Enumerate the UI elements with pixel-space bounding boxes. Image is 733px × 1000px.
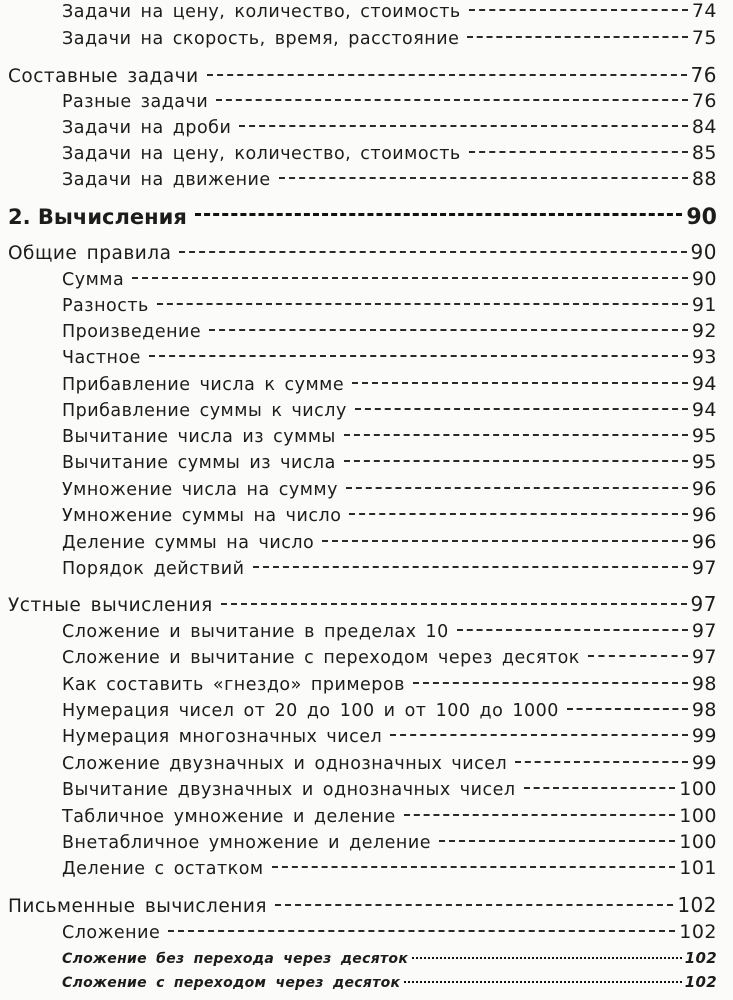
dot-leader	[239, 125, 687, 127]
dot-leader	[168, 930, 675, 932]
toc-entry-page: 97	[691, 620, 717, 642]
toc-entry-page: 94	[691, 399, 717, 421]
toc-entry-title: Нумерация многозначных чисел	[62, 727, 383, 747]
toc-entry	[0, 268, 733, 290]
toc-entry	[0, 425, 733, 447]
dot-leader	[404, 814, 675, 816]
toc-entry-title: Сложение двузначных и однозначных чисел	[62, 754, 508, 774]
toc-entry-title: Сложение без перехода через десяток	[62, 951, 409, 967]
toc-entry-title: Деление с остатком	[62, 859, 264, 879]
toc-entry-page: 100	[679, 805, 717, 827]
toc-entry	[0, 168, 733, 190]
toc-entry-page: 97	[691, 646, 717, 668]
dot-leader	[352, 382, 688, 384]
toc-entry	[0, 142, 733, 164]
toc-entry-page: 93	[691, 346, 717, 368]
toc-entry-page: 102	[679, 921, 717, 943]
toc-entry	[0, 478, 733, 500]
dot-leader	[404, 981, 681, 983]
toc-entry-title: Нумерация чисел от 20 до 100 и от 100 до 1000	[62, 701, 559, 721]
toc-entry	[0, 0, 733, 22]
dot-leader	[275, 904, 673, 906]
dot-leader	[253, 566, 688, 568]
toc-entry-page: 97	[691, 557, 717, 579]
dot-leader	[216, 99, 688, 101]
toc-entry	[0, 778, 733, 800]
toc-entry-page: 102	[677, 893, 717, 917]
toc-entry-title: Разность	[62, 296, 149, 316]
toc-entry-title: Сложение и вычитание с переходом через десяток	[62, 648, 580, 668]
toc-entry-page: 91	[691, 294, 717, 316]
toc-entry-page: 90	[691, 268, 717, 290]
toc-entry-title: Табличное умножение и деление	[62, 807, 396, 827]
toc-entry-page: 100	[679, 831, 717, 853]
toc-entry-title: Порядок действий	[62, 559, 245, 579]
dot-leader	[390, 734, 688, 736]
toc-entry	[0, 27, 733, 49]
toc-entry-title: Вычитание двузначных и однозначных чисел	[62, 780, 516, 800]
toc-entry-page: 99	[691, 725, 717, 747]
toc-entry	[0, 90, 733, 112]
toc-entry	[0, 805, 733, 827]
dot-leader	[467, 36, 687, 38]
toc-entry-title: Вычитание суммы из числа	[62, 453, 336, 473]
dot-leader	[344, 460, 688, 462]
toc-entry-page: 75	[691, 27, 717, 49]
toc-entry	[0, 949, 733, 967]
toc-entry	[0, 592, 733, 616]
toc-entry-title: Вычитание числа из суммы	[62, 427, 336, 447]
toc-entry-page: 98	[691, 673, 717, 695]
toc-entry-title: Частное	[62, 348, 141, 368]
dot-leader	[515, 761, 688, 763]
toc-entry-title: Задачи на цену, количество, стоимость	[62, 144, 461, 164]
dot-leader	[221, 603, 687, 605]
toc-entry-page: 76	[691, 90, 717, 112]
dot-leader	[322, 540, 688, 542]
toc-entry-page: 99	[691, 752, 717, 774]
toc-entry-page: 96	[691, 478, 717, 500]
dot-leader	[412, 957, 682, 959]
dot-leader	[149, 355, 688, 357]
toc-entry	[0, 346, 733, 368]
toc-entry-title: Сумма	[62, 270, 125, 290]
toc-entry	[0, 646, 733, 668]
dot-leader	[349, 513, 687, 515]
toc-entry-page: 102	[684, 949, 717, 967]
dot-leader	[179, 251, 686, 253]
dot-leader	[355, 408, 688, 410]
toc-entry-title: Как составить «гнездо» примеров	[62, 675, 405, 695]
dot-leader	[457, 629, 688, 631]
toc-entry	[0, 373, 733, 395]
toc-entry-page: 84	[691, 116, 717, 138]
toc-entry	[0, 320, 733, 342]
toc-chapter-entry	[0, 205, 733, 230]
toc-entry-title: Задачи на цену, количество, стоимость	[62, 2, 461, 22]
toc-entry-title: Внетабличное умножение и деление	[62, 833, 432, 853]
toc-entry	[0, 63, 733, 87]
toc-entry-page: 74	[691, 0, 717, 22]
toc-entry	[0, 673, 733, 695]
toc-entry	[0, 973, 733, 991]
toc-entry	[0, 893, 733, 917]
dot-leader	[344, 434, 688, 436]
toc-entry-page: 98	[691, 699, 717, 721]
toc-entry	[0, 557, 733, 579]
toc-entry-page: 92	[691, 320, 717, 342]
dot-leader	[469, 151, 688, 153]
toc-entry	[0, 921, 733, 943]
toc-entry-title: Общие правила	[8, 243, 172, 264]
toc-entry-title: Произведение	[62, 322, 202, 342]
toc-entry-page: 95	[691, 451, 717, 473]
toc-entry-page: 97	[690, 592, 717, 616]
dot-leader	[346, 487, 688, 489]
toc-entry	[0, 857, 733, 879]
toc-entry-title: Задачи на скорость, время, расстояние	[62, 29, 460, 49]
dot-leader	[413, 682, 688, 684]
toc-entry-title: 2. Вычисления	[8, 205, 187, 229]
toc-entry-page: 95	[691, 425, 717, 447]
toc-entry-title: Задачи на движение	[62, 170, 271, 190]
toc-entry-page: 94	[691, 373, 717, 395]
toc-entry-page: 100	[679, 778, 717, 800]
toc-entry	[0, 725, 733, 747]
dot-leader	[524, 787, 676, 789]
toc-entry-title: Задачи на дроби	[62, 118, 232, 138]
dot-leader	[132, 277, 688, 279]
toc-entry	[0, 116, 733, 138]
dot-leader	[279, 177, 688, 179]
toc-entry-page: 96	[691, 531, 717, 553]
toc-entry	[0, 699, 733, 721]
toc-entry-title: Умножение суммы на число	[62, 506, 342, 526]
toc-entry-title: Письменные вычисления	[8, 896, 267, 917]
toc-entry-page: 88	[691, 168, 717, 190]
toc-entry-title: Сложение с переходом через десяток	[62, 975, 401, 991]
dot-leader	[588, 655, 688, 657]
toc-entry-page: 76	[690, 63, 717, 87]
dot-leader	[209, 329, 688, 331]
dot-leader	[157, 303, 688, 305]
dot-leader	[439, 840, 675, 842]
toc-entry-title: Прибавление числа к сумме	[62, 375, 345, 395]
toc-entry-title: Разные задачи	[62, 92, 209, 112]
dot-leader	[469, 9, 688, 11]
toc-entry-page: 96	[691, 504, 717, 526]
toc-entry-page: 90	[686, 205, 717, 230]
dot-leader	[207, 74, 687, 76]
toc-entry-title: Деление суммы на число	[62, 533, 315, 553]
toc-entry-page: 101	[679, 857, 717, 879]
toc-entry-title: Устные вычисления	[8, 595, 213, 616]
toc-entry-page: 102	[684, 973, 717, 991]
toc-entry	[0, 451, 733, 473]
toc-entry-title: Умножение числа на сумму	[62, 480, 338, 500]
dot-leader	[567, 708, 688, 710]
toc-entry	[0, 752, 733, 774]
toc-entry	[0, 531, 733, 553]
toc-entry	[0, 294, 733, 316]
dot-leader	[195, 213, 683, 216]
toc-entry-title: Сложение	[62, 923, 161, 943]
dot-leader	[272, 866, 676, 868]
toc-entry-page: 90	[690, 240, 717, 264]
toc-entry-page: 85	[691, 142, 717, 164]
toc-entry-title: Составные задачи	[8, 66, 199, 87]
toc-entry	[0, 240, 733, 264]
toc-entry	[0, 399, 733, 421]
toc-entry-title: Сложение и вычитание в пределах 10	[62, 622, 449, 642]
toc-entry-title: Прибавление суммы к числу	[62, 401, 347, 421]
toc-entry	[0, 831, 733, 853]
toc-entry	[0, 620, 733, 642]
toc-entry	[0, 504, 733, 526]
